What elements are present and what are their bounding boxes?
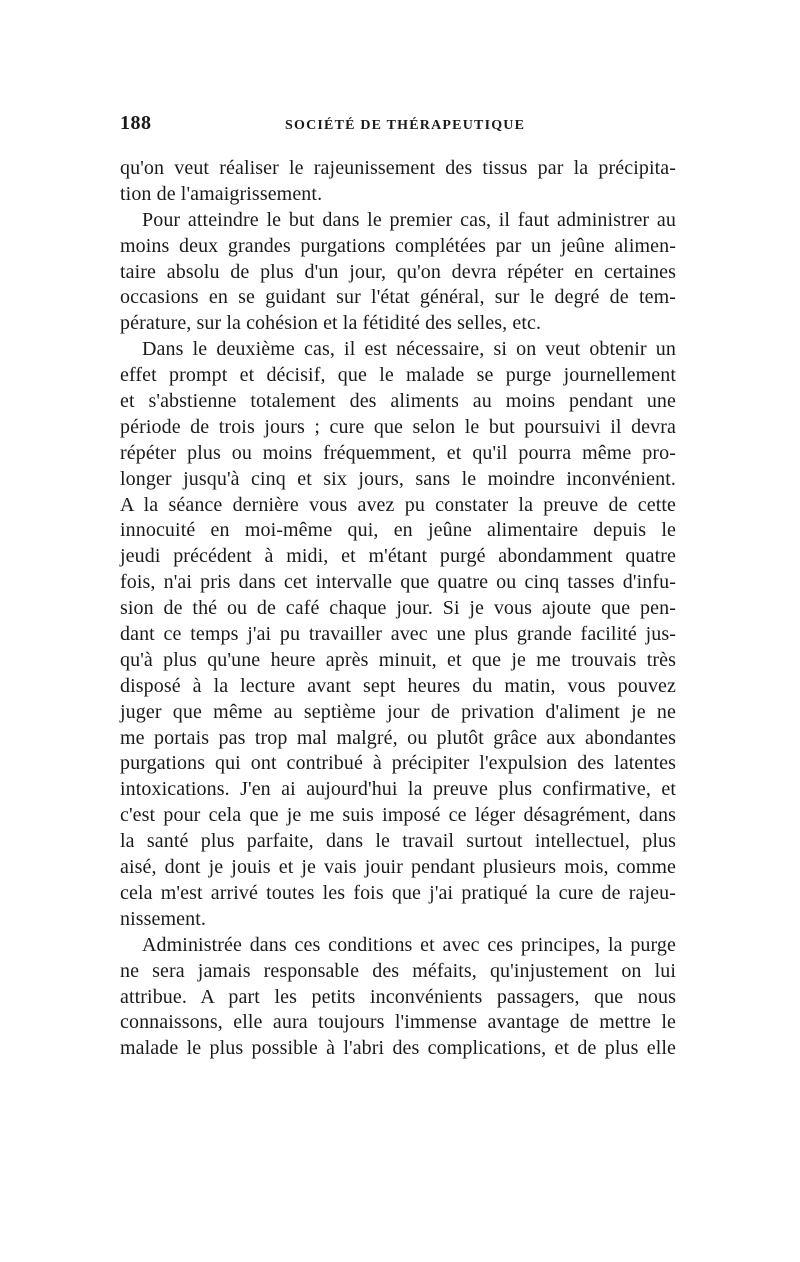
text-line: aisé, dont je jouis et je vais jouir pendant plusieurs mois, comme — [120, 856, 676, 879]
text-line: taire absolu de plus d'un jour, qu'on devra répéter en certaines — [120, 260, 676, 283]
book-page — [120, 112, 676, 1062]
text-line: Pour atteindre le but dans le premier cas, il faut administrer au — [142, 208, 676, 231]
text-line: innocuité en moi-même qui, en jeûne alimentaire depuis le — [120, 519, 676, 542]
text-line: c'est pour cela que je me suis imposé ce léger désagrément, dans — [120, 804, 676, 827]
text-line: connaissons, elle aura toujours l'immense avantage de mettre le — [120, 1011, 676, 1034]
text-line: ne sera jamais responsable des méfaits, qu'injustement on lui — [120, 959, 676, 982]
text-line: effet prompt et décisif, que le malade se purge journellement — [120, 364, 676, 387]
text-line: cela m'est arrivé toutes les fois que j'ai pratiqué la cure de rajeu- — [120, 881, 676, 904]
text-line: sion de thé ou de café chaque jour. Si je vous ajoute que pen- — [120, 597, 676, 620]
text-line: fois, n'ai pris dans cet intervalle que quatre ou cinq tasses d'infu- — [120, 571, 676, 594]
text-line: et s'abstienne totalement des aliments au moins pendant une — [120, 390, 676, 413]
text-line: tion de l'amaigrissement. — [120, 182, 323, 205]
text-line: la santé plus parfaite, dans le travail surtout intellectuel, plus — [120, 830, 676, 853]
text-line: malade le plus possible à l'abri des complications, et de plus elle — [120, 1037, 676, 1060]
text-line: intoxications. J'en ai aujourd'hui la preuve plus confirmative, et — [120, 778, 676, 801]
body-text — [120, 156, 676, 1062]
text-line: répéter plus ou moins fréquemment, et qu'il pourra même pro- — [120, 441, 676, 464]
text-line: me portais pas trop mal malgré, ou plutôt grâce aux abondantes — [120, 726, 676, 749]
text-line: moins deux grandes purgations complétées par un jeûne alimen- — [120, 234, 676, 257]
text-line: longer jusqu'à cinq et six jours, sans le moindre inconvénient. — [120, 467, 676, 490]
text-line: juger que même au septième jour de privation d'aliment je ne — [120, 700, 676, 723]
text-line: dant ce temps j'ai pu travailler avec une plus grande facilité jus- — [120, 623, 676, 646]
text-line: qu'on veut réaliser le rajeunissement des tissus par la précipita- — [120, 157, 676, 179]
text-line: attribue. A part les petits inconvénients passagers, que nous — [120, 985, 676, 1008]
text-line: pérature, sur la cohésion et la fétidité des selles, etc. — [120, 312, 542, 335]
text-line: qu'à plus qu'une heure après minuit, et que je me trouvais très — [120, 648, 676, 671]
running-head — [120, 112, 676, 146]
page-number: 188 — [120, 112, 152, 134]
text-line: Dans le deuxième cas, il est nécessaire, si on veut obtenir un — [142, 338, 676, 361]
text-line: purgations qui ont contribué à précipiter l'expulsion des latentes — [120, 752, 676, 775]
text-line: occasions en se guidant sur l'état général, sur le degré de tem- — [120, 286, 676, 309]
text-line: disposé à la lecture avant sept heures du matin, vous pouvez — [120, 674, 676, 697]
text-line: nissement. — [120, 907, 206, 930]
running-title: SOCIÉTÉ DE THÉRAPEUTIQUE — [285, 118, 526, 133]
text-line: période de trois jours ; cure que selon le but poursuivi il devra — [120, 415, 676, 438]
text-line: A la séance dernière vous avez pu constater la preuve de cette — [120, 493, 676, 516]
text-line: Administrée dans ces conditions et avec ces principes, la purge — [142, 933, 676, 956]
text-line: jeudi précédent à midi, et m'étant purgé abondamment quatre — [120, 545, 676, 568]
